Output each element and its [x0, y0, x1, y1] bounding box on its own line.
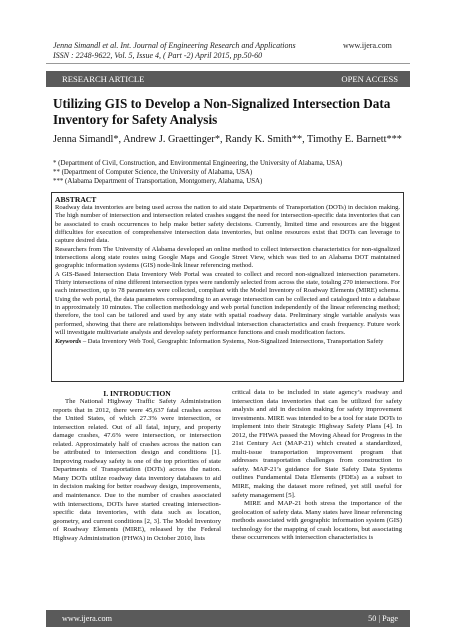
issn-line: ISSN : 2248-9622, Vol. 5, Issue 4, ( Part -2) April 2015, pp.50-60 [53, 51, 263, 60]
header-rule [46, 63, 410, 64]
keywords [55, 338, 400, 346]
abstract-heading: ABSTRACT [55, 195, 97, 204]
authors: Jenna Simandl*, Andrew J. Graettinger*, Randy K. Smith**, Timothy E. Barnett*** [53, 134, 402, 145]
right-column [232, 389, 402, 543]
section-heading-introduction: I. INTRODUCTION [103, 389, 171, 398]
journal-website[interactable]: www.ijera.com [343, 41, 392, 50]
article-type-band [46, 71, 410, 87]
open-access-label: OPEN ACCESS [341, 74, 398, 84]
abstract-box [51, 192, 404, 382]
page-footer [46, 610, 410, 627]
research-article-label: RESEARCH ARTICLE [62, 74, 145, 84]
affiliation-3: *** (Alabama Department of Transportation, Montgomery, Alabama, USA) [53, 178, 263, 185]
page-number: 50 | Page [368, 614, 398, 623]
affiliation-2: ** (Department of Computer Science, the University of Alabama, USA) [53, 169, 253, 176]
abstract-paragraph-3: A GIS-Based Intersection Data Inventory Web Portal was created to collect and record non-signalized intersection parameters. Thirty intersections of nine different intersection types were randomly selected from across the state, totaling 270 intersections. For each intersection, up to 78 parameters were collected, compliant with the Model Inventory of Roadway Elements (MIRE) schema. Using the web portal, the data parameters corresponding to an average intersection can be collected and catalogued into a database in approximately 10 minutes. The collection methodology and web portal function independently of the linear referencing method; therefore, the tool can be tailored and used by any state with spatial roadway data. Preliminary single variable analysis was performed, showing that there are relationships between individual intersection characteristics and crash frequency. Future work will investigate multivariate analysis and develop safety performance functions and crash modification factors. [55, 270, 400, 337]
keywords-label: Keywords [55, 337, 82, 345]
left-column [53, 389, 221, 543]
journal-line: Jenna Simandl et al. Int. Journal of Engineering Research and Applications [53, 41, 296, 50]
intro-paragraph-left: The National Highway Traffic Safety Administration reports that in 2012, there were 45,637 fatal crashes across the United States, of which 27.3% were intersection, or intersection related. Out of all fatal, injury, and property damage crashes, 47.6% were intersection, or intersection related. Approximately half of crashes across the nation can be attributed to intersection design and conditions [1]. Improving roadway safety is one of the top priorities of state Departments of Transportation (DOTs) across the nation. Many DOTs utilize roadway data inventory databases to aid in decision making for better roadway design, improvements, and maintenance. Due to the number of crashes associated with intersections, DOTs have started creating intersection-specific data inventories, with data such as location, geometry, and current conditions [2, 3]. The Model Inventory of Roadway Elements (MIRE), released by the Federal Highway Administration (FHWA) in October 2010, lists [53, 398, 221, 542]
abstract-paragraph-1: Roadway data inventories are being used across the nation to aid state Departments of Transportation (DOTs) in decision making. The high number of intersection and intersection related crashes suggest the need for intersection-specific data inventories that can be associated to crash occurrences to help make better safety decisions. Currently, limited time and resources are the biggest difficulties for execution of comprehensive intersection data inventories, but online resources exist that DOTs can leverage to capture desired data. [55, 204, 400, 245]
abstract-paragraph-2: Researchers from The University of Alabama developed an online method to collect intersection characteristics for non-signalized intersections along state routes using Google Maps and Google Street View, which was tied to an Alabama DOT maintained geographic information systems (GIS) node-link linear referencing method. [55, 245, 400, 270]
affiliation-1: * (Department of Civil, Construction, and Environmental Engineering, the University of Alabama, USA) [53, 160, 343, 167]
intro-paragraph-right-2: MIRE and MAP-21 both stress the importance of the geolocation of safety data. Many states have linear referencing methods associated with geographic information system (GIS) technology for the mapping of crash locations, but associating these occurrences with intersection characteristics is [232, 500, 402, 542]
paper-title: Utilizing GIS to Develop a Non-Signalized Intersection Data Inventory for Safety Analysis [53, 96, 391, 127]
intro-paragraph-right-1: critical data to be included in state agency’s roadway and intersection data inventories that can be utilized for safety analysis and aid in decision making for safety improvement investments. MIRE was intended to be a tool for state DOTs to implement into their Strategic Highway Safety Plans [4]. In 2012, the FHWA passed the Moving Ahead for Progress in the 21st Century Act (MAP-21) which created a standardized, multi-issue transportation improvement program that addresses transportation challenges from construction to safety. MAP-21’s guidance for State Safety Data Systems outlines Fundamental Data Elements (FDEs) as a subset to MIRE, making the dataset more refined, yet still useful for safety management [5]. [232, 389, 402, 499]
keywords-text: – Data Inventory Web Tool, Geographic Information Systems, Non-Signalized Intersections, Transportation Safety [81, 337, 384, 345]
footer-website[interactable]: www.ijera.com [62, 614, 112, 623]
